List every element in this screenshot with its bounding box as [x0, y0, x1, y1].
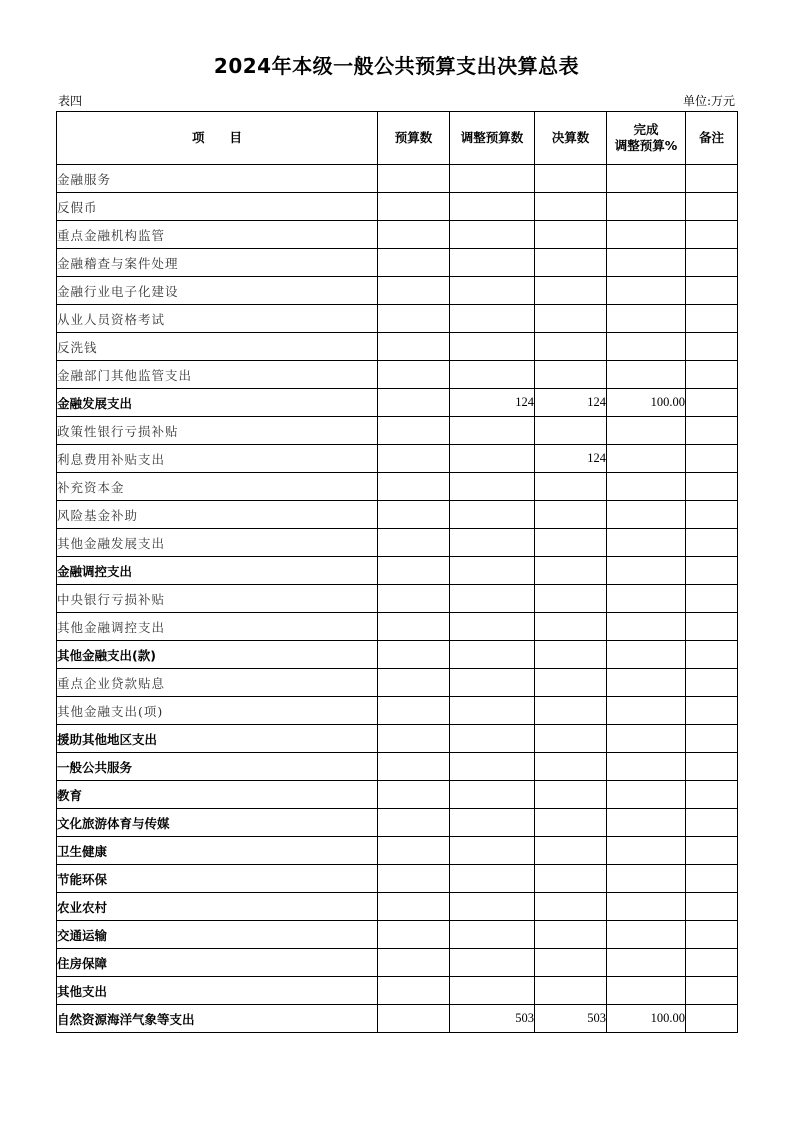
final-cell	[535, 473, 607, 501]
final-cell	[535, 585, 607, 613]
table-row	[57, 557, 738, 585]
completion-cell	[607, 641, 686, 669]
completion-cell	[607, 445, 686, 473]
completion-cell	[607, 977, 686, 1005]
adjusted-cell	[450, 417, 535, 445]
note-cell	[686, 277, 738, 305]
adjusted-cell	[450, 977, 535, 1005]
adjusted-cell	[450, 921, 535, 949]
row-item-name: 反假币	[57, 193, 378, 221]
budget-cell	[378, 725, 450, 753]
table-row	[57, 949, 738, 977]
row-item-name: 援助其他地区支出	[57, 725, 378, 753]
row-item-name: 从业人员资格考试	[57, 305, 378, 333]
row-item-name: 重点企业贷款贴息	[57, 669, 378, 697]
row-item-name: 金融行业电子化建设	[57, 277, 378, 305]
completion-cell: 100.00	[607, 389, 686, 417]
table-row	[57, 809, 738, 837]
table-row	[57, 921, 738, 949]
table-row	[57, 165, 738, 193]
row-item-name: 农业农村	[57, 893, 378, 921]
table-row	[57, 697, 738, 725]
completion-cell	[607, 781, 686, 809]
header-note: 备注	[686, 112, 738, 165]
final-cell	[535, 977, 607, 1005]
adjusted-cell	[450, 837, 535, 865]
note-cell	[686, 473, 738, 501]
completion-cell	[607, 613, 686, 641]
note-cell	[686, 557, 738, 585]
table-header-row	[57, 112, 738, 165]
adjusted-cell	[450, 305, 535, 333]
final-cell	[535, 249, 607, 277]
row-item-name: 重点金融机构监管	[57, 221, 378, 249]
note-cell	[686, 753, 738, 781]
row-item-name: 一般公共服务	[57, 753, 378, 781]
final-cell	[535, 557, 607, 585]
completion-cell	[607, 669, 686, 697]
note-cell	[686, 809, 738, 837]
final-cell	[535, 333, 607, 361]
budget-cell	[378, 361, 450, 389]
final-cell	[535, 809, 607, 837]
adjusted-cell	[450, 249, 535, 277]
adjusted-cell	[450, 669, 535, 697]
completion-cell	[607, 305, 686, 333]
note-cell	[686, 865, 738, 893]
adjusted-cell	[450, 165, 535, 193]
note-cell	[686, 641, 738, 669]
final-cell	[535, 921, 607, 949]
completion-cell	[607, 501, 686, 529]
completion-cell	[607, 893, 686, 921]
adjusted-cell	[450, 697, 535, 725]
budget-cell	[378, 977, 450, 1005]
note-cell	[686, 165, 738, 193]
table-row	[57, 361, 738, 389]
table-row	[57, 333, 738, 361]
header-budget: 预算数	[378, 112, 450, 165]
table-row	[57, 585, 738, 613]
adjusted-cell	[450, 949, 535, 977]
budget-cell	[378, 557, 450, 585]
final-cell: 124	[535, 445, 607, 473]
final-cell	[535, 221, 607, 249]
header-completion	[607, 112, 686, 165]
row-item-name: 金融稽查与案件处理	[57, 249, 378, 277]
adjusted-cell: 124	[450, 389, 535, 417]
row-item-name: 自然资源海洋气象等支出	[57, 1005, 378, 1033]
row-item-name: 住房保障	[57, 949, 378, 977]
budget-cell	[378, 445, 450, 473]
row-item-name: 政策性银行亏损补贴	[57, 417, 378, 445]
final-cell	[535, 361, 607, 389]
table-row	[57, 445, 738, 473]
adjusted-cell	[450, 893, 535, 921]
note-cell	[686, 613, 738, 641]
note-cell	[686, 305, 738, 333]
note-cell	[686, 529, 738, 557]
completion-cell	[607, 557, 686, 585]
table-row	[57, 501, 738, 529]
budget-cell	[378, 781, 450, 809]
note-cell	[686, 249, 738, 277]
adjusted-cell	[450, 333, 535, 361]
final-cell	[535, 529, 607, 557]
adjusted-cell	[450, 473, 535, 501]
note-cell	[686, 781, 738, 809]
table-row	[57, 193, 738, 221]
note-cell	[686, 949, 738, 977]
budget-cell	[378, 585, 450, 613]
adjusted-cell	[450, 501, 535, 529]
note-cell	[686, 333, 738, 361]
adjusted-cell	[450, 641, 535, 669]
final-cell	[535, 697, 607, 725]
completion-cell: 100.00	[607, 1005, 686, 1033]
note-cell	[686, 837, 738, 865]
budget-cell	[378, 837, 450, 865]
adjusted-cell	[450, 865, 535, 893]
table-row	[57, 837, 738, 865]
adjusted-cell	[450, 361, 535, 389]
table-row	[57, 669, 738, 697]
table-row	[57, 305, 738, 333]
table-row	[57, 1005, 738, 1033]
final-cell	[535, 641, 607, 669]
final-cell	[535, 193, 607, 221]
adjusted-cell	[450, 781, 535, 809]
completion-cell	[607, 417, 686, 445]
note-cell	[686, 921, 738, 949]
completion-cell	[607, 193, 686, 221]
budget-cell	[378, 221, 450, 249]
row-item-name: 反洗钱	[57, 333, 378, 361]
completion-cell	[607, 697, 686, 725]
table-row	[57, 865, 738, 893]
header-adjusted: 调整预算数	[450, 112, 535, 165]
note-cell	[686, 221, 738, 249]
budget-cell	[378, 193, 450, 221]
note-cell	[686, 361, 738, 389]
row-item-name: 补充资本金	[57, 473, 378, 501]
completion-cell	[607, 865, 686, 893]
note-cell	[686, 977, 738, 1005]
adjusted-cell	[450, 445, 535, 473]
unit-label: 单位:万元	[682, 94, 735, 108]
row-item-name: 其他金融支出(项)	[57, 697, 378, 725]
note-cell	[686, 389, 738, 417]
completion-cell	[607, 361, 686, 389]
adjusted-cell	[450, 753, 535, 781]
table-number: 表四	[58, 94, 83, 108]
adjusted-cell	[450, 221, 535, 249]
completion-cell	[607, 949, 686, 977]
budget-table	[56, 111, 738, 1033]
row-item-name: 利息费用补贴支出	[57, 445, 378, 473]
row-item-name: 金融调控支出	[57, 557, 378, 585]
final-cell	[535, 781, 607, 809]
row-item-name: 交通运输	[57, 921, 378, 949]
budget-cell	[378, 921, 450, 949]
budget-cell	[378, 669, 450, 697]
header-completion-line1: 完成	[633, 122, 659, 137]
completion-cell	[607, 585, 686, 613]
budget-cell	[378, 1005, 450, 1033]
adjusted-cell	[450, 585, 535, 613]
note-cell	[686, 417, 738, 445]
adjusted-cell	[450, 557, 535, 585]
completion-cell	[607, 221, 686, 249]
table-row	[57, 417, 738, 445]
completion-cell	[607, 249, 686, 277]
row-item-name: 其他金融支出(款)	[57, 641, 378, 669]
table-row	[57, 725, 738, 753]
completion-cell	[607, 333, 686, 361]
final-cell	[535, 865, 607, 893]
completion-cell	[607, 725, 686, 753]
final-cell	[535, 949, 607, 977]
budget-cell	[378, 753, 450, 781]
table-row	[57, 781, 738, 809]
final-cell	[535, 277, 607, 305]
budget-cell	[378, 305, 450, 333]
note-cell	[686, 697, 738, 725]
row-item-name: 金融服务	[57, 165, 378, 193]
final-cell	[535, 725, 607, 753]
budget-cell	[378, 613, 450, 641]
budget-cell	[378, 165, 450, 193]
note-cell	[686, 501, 738, 529]
note-cell	[686, 445, 738, 473]
table-row	[57, 977, 738, 1005]
table-row	[57, 277, 738, 305]
final-cell	[535, 501, 607, 529]
budget-cell	[378, 865, 450, 893]
budget-cell	[378, 641, 450, 669]
adjusted-cell	[450, 529, 535, 557]
completion-cell	[607, 529, 686, 557]
completion-cell	[607, 809, 686, 837]
budget-cell	[378, 473, 450, 501]
adjusted-cell	[450, 613, 535, 641]
budget-cell	[378, 417, 450, 445]
table-row	[57, 753, 738, 781]
table-row	[57, 613, 738, 641]
row-item-name: 其他支出	[57, 977, 378, 1005]
budget-cell	[378, 389, 450, 417]
header-final: 决算数	[535, 112, 607, 165]
note-cell	[686, 893, 738, 921]
row-item-name: 中央银行亏损补贴	[57, 585, 378, 613]
adjusted-cell	[450, 809, 535, 837]
page-title: 2024年本级一般公共预算支出决算总表	[213, 54, 580, 78]
budget-cell	[378, 277, 450, 305]
row-item-name: 风险基金补助	[57, 501, 378, 529]
final-cell	[535, 613, 607, 641]
adjusted-cell	[450, 277, 535, 305]
final-cell: 124	[535, 389, 607, 417]
header-completion-line2: 调整预算%	[614, 138, 678, 153]
completion-cell	[607, 277, 686, 305]
final-cell	[535, 165, 607, 193]
row-item-name: 节能环保	[57, 865, 378, 893]
row-item-name: 其他金融发展支出	[57, 529, 378, 557]
budget-cell	[378, 529, 450, 557]
row-item-name: 文化旅游体育与传媒	[57, 809, 378, 837]
note-cell	[686, 193, 738, 221]
table-row	[57, 249, 738, 277]
note-cell	[686, 669, 738, 697]
table-row	[57, 473, 738, 501]
budget-cell	[378, 249, 450, 277]
row-item-name: 卫生健康	[57, 837, 378, 865]
note-cell	[686, 725, 738, 753]
row-item-name: 其他金融调控支出	[57, 613, 378, 641]
final-cell	[535, 417, 607, 445]
header-item: 项 目	[57, 112, 378, 165]
table-row	[57, 221, 738, 249]
adjusted-cell	[450, 725, 535, 753]
table-row	[57, 641, 738, 669]
final-cell: 503	[535, 1005, 607, 1033]
budget-cell	[378, 809, 450, 837]
budget-cell	[378, 697, 450, 725]
table-row	[57, 529, 738, 557]
budget-cell	[378, 333, 450, 361]
completion-cell	[607, 473, 686, 501]
completion-cell	[607, 921, 686, 949]
final-cell	[535, 837, 607, 865]
table-row	[57, 893, 738, 921]
final-cell	[535, 893, 607, 921]
row-item-name: 教育	[57, 781, 378, 809]
row-item-name: 金融部门其他监管支出	[57, 361, 378, 389]
completion-cell	[607, 753, 686, 781]
final-cell	[535, 305, 607, 333]
adjusted-cell	[450, 193, 535, 221]
final-cell	[535, 753, 607, 781]
adjusted-cell: 503	[450, 1005, 535, 1033]
row-item-name: 金融发展支出	[57, 389, 378, 417]
completion-cell	[607, 165, 686, 193]
note-cell	[686, 1005, 738, 1033]
table-row	[57, 389, 738, 417]
completion-cell	[607, 837, 686, 865]
final-cell	[535, 669, 607, 697]
budget-cell	[378, 949, 450, 977]
budget-cell	[378, 501, 450, 529]
budget-cell	[378, 893, 450, 921]
note-cell	[686, 585, 738, 613]
